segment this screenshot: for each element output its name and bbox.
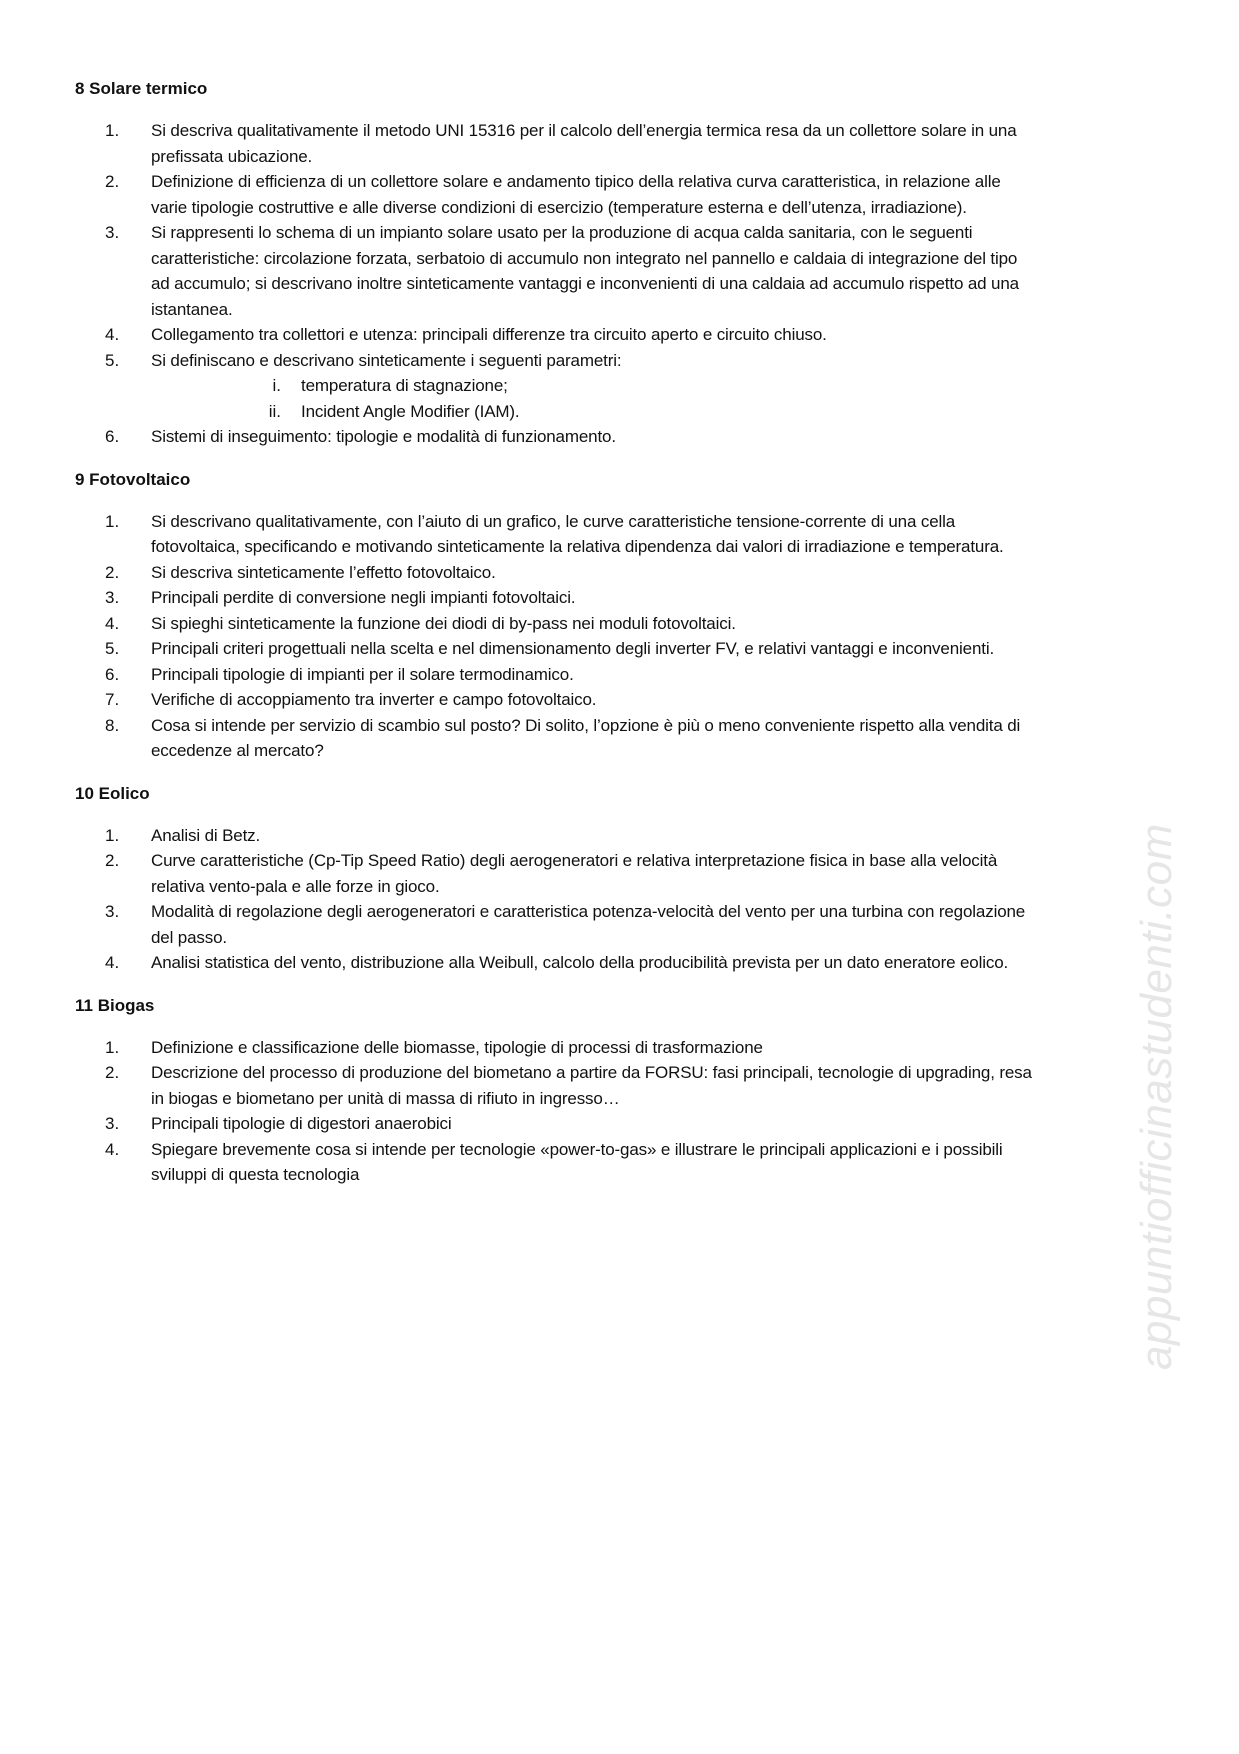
item-number: 1.: [105, 511, 120, 531]
item-text-line: Si spieghi sinteticamente la funzione dei diodi di by-pass nei moduli fotovoltaici.: [151, 613, 736, 633]
item-text-line: Si rappresenti lo schema di un impianto solare usato per la produzione di acqua calda sanitaria, con le seguenti: [151, 223, 973, 242]
item-text-line: Collegamento tra collettori e utenza: principali differenze tra circuito aperto e circuito chiuso.: [151, 325, 827, 344]
list-item: [75, 1137, 1185, 1188]
document-page: [75, 76, 1185, 1205]
item-text-line: ad accumulo; si descrivano inoltre sinteticamente vantaggi e inconvenienti di una caldaia ad accumulo rispetto ad una: [151, 274, 1019, 293]
list-item: [75, 636, 1185, 662]
item-text-line: Si descrivano qualitativamente, con l’aiuto di un grafico, le curve caratteristiche tensione-corrente di una cella: [151, 511, 956, 531]
item-number: 2.: [105, 172, 120, 191]
question-list: [75, 1035, 1185, 1188]
item-text-line: Verifiche di accoppiamento tra inverter e campo fotovoltaico.: [151, 690, 597, 709]
item-text-line: Analisi statistica del vento, distribuzione alla Weibull, calcolo della producibilità prevista per un dato eneratore eolico.: [151, 953, 1009, 972]
item-text-line: istantanea.: [151, 299, 233, 319]
item-number: 1.: [105, 825, 120, 845]
list-item: [75, 662, 1185, 688]
question-list: [75, 823, 1185, 976]
list-item: [75, 1111, 1185, 1137]
list-item: [75, 585, 1185, 611]
item-number: 5.: [105, 639, 120, 658]
list-item: [75, 509, 1185, 560]
item-text-line: del passo.: [151, 927, 227, 947]
item-text-line: relativa vento-pala e alle forze in gioco.: [151, 876, 440, 896]
item-text-line: sviluppi di questa tecnologia: [151, 1165, 360, 1184]
item-text-line: Definizione di efficienza di un collettore solare e andamento tipico della relativa curva caratteristica, in relazione alle: [151, 172, 1001, 191]
item-text-line: Cosa si intende per servizio di scambio sul posto? Di solito, l’opzione è più o meno conveniente rispetto alla vendita di: [151, 715, 1021, 735]
section-heading: 11 Biogas: [75, 995, 155, 1015]
item-text-line: Principali perdite di conversione negli impianti fotovoltaici.: [151, 588, 576, 607]
item-text-line: Principali tipologie di impianti per il solare termodinamico.: [151, 664, 574, 684]
list-item: [75, 348, 1185, 374]
item-number: 4.: [105, 613, 120, 633]
section: [75, 467, 1185, 764]
item-text-line: Si definiscano e descrivano sinteticamente i seguenti parametri:: [151, 350, 622, 370]
item-text-line: Sistemi di inseguimento: tipologie e modalità di funzionamento.: [151, 427, 616, 446]
item-number: 3.: [105, 588, 120, 607]
list-item: [75, 1060, 1185, 1111]
item-number: 5.: [105, 350, 120, 370]
item-number: 2.: [105, 562, 120, 582]
question-list: [75, 509, 1185, 764]
watermark: appuntiofficinastudenti.com: [1132, 823, 1181, 1370]
item-number: 2.: [105, 851, 120, 870]
item-text-line: Descrizione del processo di produzione del biometano a partire da FORSU: fasi principali, tecnologie di upgrading, resa: [151, 1063, 1032, 1082]
question-list: [75, 118, 1185, 450]
list-item: [75, 823, 1185, 849]
item-number: i.: [272, 376, 281, 395]
item-text-line: Si descriva sinteticamente l’effetto fotovoltaico.: [151, 562, 496, 582]
item-number: 4.: [105, 1139, 120, 1159]
item-text-line: varie tipologie costruttive e alle diverse condizioni di esercizio (temperature esterna e dell’utenza, irradiazione).: [151, 197, 967, 217]
list-item: [75, 848, 1185, 899]
section-heading: 10 Eolico: [75, 783, 150, 803]
item-text-line: in biogas e biometano per unità di massa di rifiuto in ingresso…: [151, 1088, 620, 1108]
item-number: 6.: [105, 427, 120, 446]
section-heading: 8 Solare termico: [75, 79, 208, 98]
list-item: [75, 220, 1185, 322]
item-number: 4.: [105, 325, 120, 344]
item-text-line: Incident Angle Modifier (IAM).: [301, 401, 520, 421]
list-item: [75, 424, 1185, 450]
item-text-line: Spiegare brevemente cosa si intende per tecnologie «power-to-gas» e illustrare le principali applicazioni e i possibili: [151, 1139, 1003, 1159]
item-number: 7.: [105, 690, 120, 709]
list-item: [75, 118, 1185, 169]
list-item: [75, 687, 1185, 713]
item-number: 1.: [105, 121, 120, 140]
list-item: [75, 560, 1185, 586]
list-item: [75, 899, 1185, 950]
item-text-line: prefissata ubicazione.: [151, 146, 313, 166]
item-number: ii.: [268, 401, 281, 421]
list-item: [75, 322, 1185, 348]
section-heading: 9 Fotovoltaico: [75, 469, 191, 489]
item-text-line: caratteristiche: circolazione forzata, serbatoio di accumulo non integrato nel pannello e caldaia di integrazione del tipo: [151, 248, 1018, 268]
item-text-line: Analisi di Betz.: [151, 825, 261, 845]
item-text-line: temperatura di stagnazione;: [301, 376, 508, 395]
item-text-line: Principali tipologie di digestori anaerobici: [151, 1114, 452, 1133]
item-text-line: fotovoltaica, specificando e motivando sinteticamente la relativa dipendenza dai valori di irradiazione e temperatura.: [151, 537, 1004, 556]
list-item: [75, 950, 1185, 976]
item-number: 3.: [105, 1114, 120, 1133]
list-item: [75, 713, 1185, 764]
item-number: 1.: [105, 1037, 120, 1057]
sub-list-item: [75, 373, 1185, 399]
item-number: 3.: [105, 223, 120, 242]
section: [75, 76, 1185, 450]
list-item: [75, 611, 1185, 637]
item-number: 8.: [105, 715, 120, 735]
item-text-line: eccedenze al mercato?: [151, 741, 324, 760]
list-item: [75, 169, 1185, 220]
section: [75, 781, 1185, 976]
item-text-line: Curve caratteristiche (Cp-Tip Speed Ratio) degli aerogeneratori e relativa interpretazione fisica in base alla velocità: [151, 851, 998, 870]
section: [75, 993, 1185, 1188]
item-number: 4.: [105, 953, 120, 972]
item-number: 2.: [105, 1063, 120, 1082]
item-text-line: Definizione e classificazione delle biomasse, tipologie di processi di trasformazione: [151, 1037, 763, 1057]
sub-list-item: [75, 399, 1185, 425]
item-number: 3.: [105, 902, 120, 921]
item-text-line: Si descriva qualitativamente il metodo UNI 15316 per il calcolo dell’energia termica resa da un collettore solare in una: [151, 121, 1017, 140]
item-number: 6.: [105, 664, 120, 684]
list-item: [75, 1035, 1185, 1061]
item-text-line: Modalità di regolazione degli aerogeneratori e caratteristica potenza-velocità del vento per una turbina con regolazione: [151, 902, 1026, 921]
item-text-line: Principali criteri progettuali nella scelta e nel dimensionamento degli inverter FV, e relativi vantaggi e inconvenienti.: [151, 639, 995, 658]
